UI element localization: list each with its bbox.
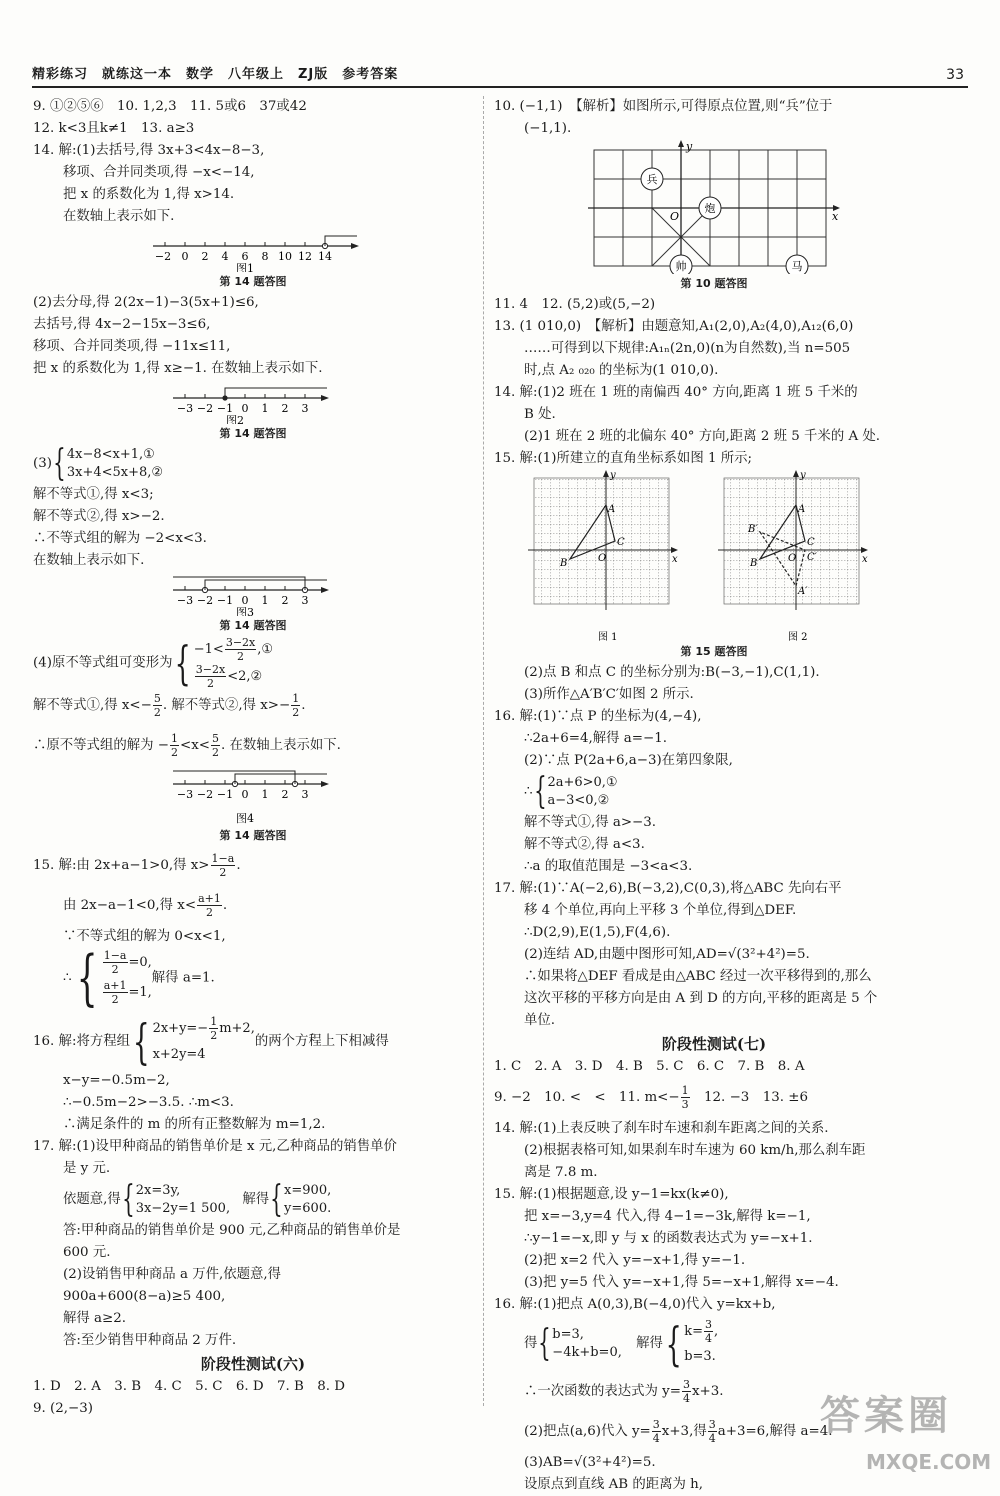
answer-line: 在数轴上表示如下.: [63, 209, 175, 224]
answer-line: (2)设销售甲种商品 a 万件,依题意,得: [63, 1267, 282, 1282]
figure-caption: 第 15 题答图: [680, 645, 748, 658]
answer-line: (2)根据表格可知,如果刹车时车速为 60 km/h,那么刹车距: [524, 1143, 866, 1158]
answer-line: 9. ①②⑤⑥ 10. 1,2,3 11. 5或6 37或42: [33, 99, 307, 114]
answer-line: 14. 解:(1)去括号,得 3x+3<4x−8−3,: [33, 143, 265, 158]
tick-label: 6: [241, 250, 249, 263]
page-number: 33: [946, 67, 964, 83]
answer-line: 去括号,得 4x−2−15x−3≤6,: [33, 317, 211, 332]
svg-text:x: x: [862, 554, 868, 565]
answer-line: ∵不等式组的解为 0<x<1,: [63, 929, 226, 944]
answer-line: (2)点 B 和点 C 的坐标分别为:B(−3,−1),C(1,1).: [524, 665, 820, 680]
tick-label: 0: [241, 788, 249, 801]
svg-text:A: A: [608, 504, 616, 515]
figure-caption: 第 10 题答图: [680, 277, 748, 290]
answer-line: 11. 4 12. (5,2)或(5,−2): [494, 297, 656, 312]
answer-line: 移项、合并同类项,得 −11x≤11,: [33, 339, 231, 354]
watermark-logo: [810, 1393, 992, 1475]
answer-line: 16. 解:(1)把点 A(0,3),B(−4,0)代入 y=kx+b,: [494, 1297, 776, 1312]
svg-text:B: B: [750, 558, 758, 569]
answer-line: (3)AB=√(3²+4²)=5.: [524, 1455, 656, 1470]
svg-text:O: O: [598, 553, 607, 564]
system-3: (3) { 4x−8<x+1,① 3x+4<5x+8,②: [33, 442, 164, 484]
number-line-fig2: [163, 380, 343, 424]
page-header: [32, 62, 968, 88]
svg-text:x: x: [672, 554, 678, 565]
figure-caption: 第 14 题答图: [219, 619, 287, 632]
piece-bing: 兵: [646, 173, 658, 186]
answer-line: 解不等式①,得 x<3;: [33, 487, 154, 502]
tick-label: 3: [301, 594, 309, 607]
answer-line: ∴一次函数的表达式为 y= $\frac{3}{4}$ x+3.: [524, 1378, 724, 1405]
tick-label: 3: [301, 788, 309, 801]
answer-line: x−y=−0.5m−2,: [63, 1073, 170, 1088]
system-4: (4)原不等式组可变形为 { −1< $\frac{3-2x}{2}$ ,① $\frac{3-2x}{2}$ <2,②: [33, 636, 274, 690]
answer-line: (2)去分母,得 2(2x−1)−3(5x+1)≤6,: [33, 295, 259, 310]
origin-label: O: [670, 210, 680, 223]
answer-line: 答:甲种商品的销售单价是 900 元,乙种商品的销售单价是: [63, 1223, 401, 1238]
right-column: [494, 96, 934, 1496]
answer-line: 13. (1 010,0) 【解析】由题意知,A₁(2,0),A₂(4,0),A₁₂(6,0): [494, 319, 854, 334]
answer-line: 由 2x−a−1<0,得 x< $\frac{a+1}{2}$ .: [63, 892, 228, 919]
answer-line: ∴2a+6=4,解得 a=−1.: [524, 731, 667, 746]
section-title: 阶段性测试(六): [200, 1355, 306, 1373]
answer-line: ∴不等式组的解为 −2<x<3.: [33, 531, 207, 546]
answer-line: 17. 解:(1)∵A(−2,6),B(−3,2),C(0,3),将△ABC 先向右平: [494, 881, 842, 896]
chessboard-figure: [584, 140, 844, 274]
piece-ma: 马: [791, 260, 803, 273]
answer-line: (2)把 x=2 代入 y=−x+1,得 y=−1.: [524, 1253, 746, 1268]
answer-line: 解不等式①,得 x<− $\frac{5}{2}$ . 解不等式②,得 x>− $\frac{1}{2}$ .: [33, 692, 306, 719]
tick-label: 14: [318, 250, 332, 263]
svg-text:A: A: [798, 504, 806, 515]
answer-line: 解不等式①,得 a>−3.: [524, 815, 657, 830]
piece-pao: 炮: [704, 202, 716, 215]
y-axis-label: y: [686, 140, 693, 153]
answer-line: 解得 a≥2.: [63, 1311, 127, 1326]
tick-label: 2: [281, 788, 289, 801]
answer-line: 离是 7.8 m.: [524, 1165, 598, 1180]
answer-line: 14. 解:(1)上表反映了刹车时车速和刹车距离之间的关系.: [494, 1121, 829, 1136]
answer-line: ∴−0.5m−2>−3.5. ∴m<3.: [63, 1095, 234, 1110]
answer-line: 17. 解:(1)设甲种商品的销售单价是 x 元,乙种商品的销售单价: [33, 1139, 397, 1154]
answer-line: 12. k<3且k≠1 13. a≥3: [33, 121, 195, 136]
tick-label: −2: [196, 594, 214, 607]
system-15: ∴ { $\frac{1-a}{2}$ =0, $\frac{a+1}{2}$ =1, 解得 a=1.: [63, 943, 215, 1013]
figure-label: 图4: [236, 812, 254, 825]
book-title: 精彩练习 就练这一本 数学 八年级上 ZJ版 参考答案: [32, 67, 399, 82]
answer-line: 移项、合并同类项,得 −x<−14,: [63, 165, 255, 180]
answer-line: 是 y 元.: [63, 1161, 111, 1176]
answer-line: (3)把 y=5 代入 y=−x+1,得 5=−x+1,解得 x=−4.: [524, 1275, 839, 1290]
system-16b: 得 { b=3, −4k+b=0, 解得 { k= $\frac{3}{4}$ , b=3.: [524, 1316, 719, 1371]
figure-label: 图3: [236, 606, 254, 616]
watermark-text: 答案圈: [820, 1393, 952, 1439]
tick-label: −1: [216, 594, 234, 607]
tick-label: 8: [261, 250, 269, 263]
answer-line: 15. 解:(1)根据题意,设 y−1=kx(k≠0),: [494, 1187, 729, 1202]
answer-line: 10. (−1,1) 【解析】如图所示,可得原点位置,则“兵”位于: [494, 99, 833, 114]
coordinate-grid-figures: [514, 470, 914, 642]
tick-label: 2: [281, 594, 289, 607]
answer-line: ∴如果将△DEF 看成是由△ABC 经过一次平移得到的,那么: [524, 969, 872, 984]
answer-line: (2)∵点 P(2a+6,a−3)在第四象限,: [524, 753, 733, 768]
tick-label: 12: [298, 250, 312, 263]
svg-text:C: C: [617, 537, 625, 548]
svg-text:y: y: [610, 470, 616, 481]
tick-label: 2: [201, 250, 209, 263]
left-column: [33, 96, 473, 1420]
svg-text:y: y: [800, 470, 806, 481]
answer-line: 时,点 A₂ ₀₂₀ 的坐标为(1 010,0).: [524, 363, 719, 378]
tick-label: −3: [176, 788, 194, 801]
number-line-fig1: [133, 228, 373, 272]
svg-text:A′: A′: [798, 586, 808, 597]
answer-line: ……可得到以下规律:A₁ₙ(2n,0)(n为自然数),当 n=505: [524, 341, 851, 356]
answer-line: 答:至少销售甲种商品 2 万件.: [63, 1333, 237, 1348]
answer-line: 单位.: [524, 1013, 556, 1028]
tick-label: 3: [301, 402, 309, 415]
x-axis-label: x: [832, 210, 839, 223]
answer-line: 600 元.: [63, 1245, 111, 1260]
answer-line: 16. 解:(1)∵点 P 的坐标为(4,−4),: [494, 709, 702, 724]
answer-line: ∴原不等式组的解为 − $\frac{1}{2}$ <x< $\frac{5}{2}$ . 在数轴上表示如下.: [33, 732, 341, 759]
tick-label: 2: [281, 402, 289, 415]
figure-caption: 第 14 题答图: [219, 829, 287, 842]
answer-line: B 处.: [524, 407, 556, 422]
answer-line: (2)连结 AD,由题中图形可知,AD=√(3²+4²)=5.: [524, 947, 810, 962]
svg-text:B′: B′: [748, 524, 758, 535]
system-16: 16. 解:将方程组 { 2x+y=− $\frac{1}{2}$ m+2, x+2y=4 的两个方程上下相减得: [33, 1013, 389, 1070]
piece-shuai: 帅: [675, 260, 687, 273]
answer-line: 15. 解:由 2x+a−1>0,得 x> $\frac{1-a}{2}$ .: [33, 852, 241, 879]
answer-line: 把 x=−3,y=4 代入,得 4−1=−3k,解得 k=−1,: [524, 1209, 811, 1224]
tick-label: −2: [154, 250, 172, 263]
figure-label: 图1: [236, 262, 254, 272]
tick-label: 10: [278, 250, 292, 263]
answer-line: 解不等式②,得 x>−2.: [33, 509, 165, 524]
tick-label: 1: [261, 402, 269, 415]
answer-line: 1. D 2. A 3. B 4. C 5. C 6. D 7. B 8. D: [33, 1379, 346, 1394]
answer-line: 解不等式②,得 a<3.: [524, 837, 645, 852]
svg-text:O: O: [788, 553, 797, 564]
svg-text:C′: C′: [807, 552, 817, 563]
system-17: 依题意,得 { 2x=3y, 3x−2y=1 500, 解得 { x=900, y=600.: [63, 1178, 332, 1220]
figure-caption: 第 14 题答图: [219, 427, 287, 440]
tick-label: 1: [261, 594, 269, 607]
answer-line: 把 x 的系数化为 1,得 x≥−1. 在数轴上表示如下.: [33, 361, 323, 376]
tick-label: 0: [241, 402, 249, 415]
answer-line: ∴y−1=−x,即 y 与 x 的函数表达式为 y=−x+1.: [524, 1231, 813, 1246]
tick-label: 4: [221, 250, 229, 263]
svg-text:图 1: 图 1: [598, 632, 618, 642]
tick-label: 1: [261, 788, 269, 801]
section-title: 阶段性测试(七): [661, 1035, 767, 1053]
answer-line: 15. 解:(1)所建立的直角坐标系如图 1 所示;: [494, 451, 753, 466]
answer-line: 900a+600(8−a)≥5 400,: [63, 1289, 226, 1304]
answer-line: 9. −2 10. < < 11. m<− $\frac{1}{3}$ 12. −3 13. ±6: [494, 1084, 808, 1111]
column-divider: [483, 96, 484, 1406]
number-line-fig3: [163, 572, 343, 616]
tick-label: −1: [216, 788, 234, 801]
answer-line: (2)1 班在 2 班的北偏东 40° 方向,距离 2 班 5 千米的 A 处.: [524, 429, 881, 444]
svg-text:C: C: [807, 537, 815, 548]
tick-label: 0: [181, 250, 189, 263]
answer-line: 9. (2,−3): [33, 1401, 93, 1416]
svg-text:图 2: 图 2: [788, 632, 808, 642]
system-16-right: ∴ { 2a+6>0,① a−3<0,②: [524, 770, 618, 812]
answer-line: ∴a 的取值范围是 −3<a<3.: [524, 859, 693, 874]
watermark-url: MXQE.COM: [866, 1450, 992, 1474]
answer-line: 移 4 个单位,再向上平移 3 个单位,得到△DEF.: [524, 903, 797, 918]
answer-line: (−1,1).: [524, 121, 572, 136]
tick-label: −3: [176, 594, 194, 607]
tick-label: −1: [216, 402, 234, 415]
answer-line: 1. C 2. A 3. D 4. B 5. C 6. C 7. B 8. A: [494, 1059, 805, 1074]
answer-line: 设原点到直线 AB 的距离为 h,: [524, 1477, 704, 1492]
answer-line: 这次平移的平移方向是由 A 到 D 的方向,平移的距离是 5 个: [524, 991, 878, 1006]
answer-line: ∴满足条件的 m 的所有正整数解为 m=1,2.: [63, 1117, 326, 1132]
tick-label: −3: [176, 402, 194, 415]
tick-label: −2: [196, 788, 214, 801]
answer-line: 把 x 的系数化为 1,得 x>14.: [63, 187, 235, 202]
figure-label: 图2: [226, 414, 244, 424]
answer-line: 在数轴上表示如下.: [33, 553, 145, 568]
answer-line: 14. 解:(1)2 班在 1 班的南偏西 40° 方向,距离 1 班 5 千米的: [494, 385, 858, 400]
svg-text:B: B: [560, 558, 568, 569]
figure-caption: 第 14 题答图: [219, 275, 287, 288]
number-line-fig4: [163, 766, 343, 826]
tick-label: −2: [196, 402, 214, 415]
answer-line: ∴D(2,9),E(1,5),F(4,6).: [524, 925, 671, 940]
answer-line: (2)把点(a,6)代入 y= $\frac{3}{4}$ x+3,得 $\frac{3}{4}$ a+3=6,解得 a=4.: [524, 1418, 833, 1445]
answer-line: (3)所作△A′B′C′如图 2 所示.: [524, 687, 694, 702]
tick-label: 0: [241, 594, 249, 607]
